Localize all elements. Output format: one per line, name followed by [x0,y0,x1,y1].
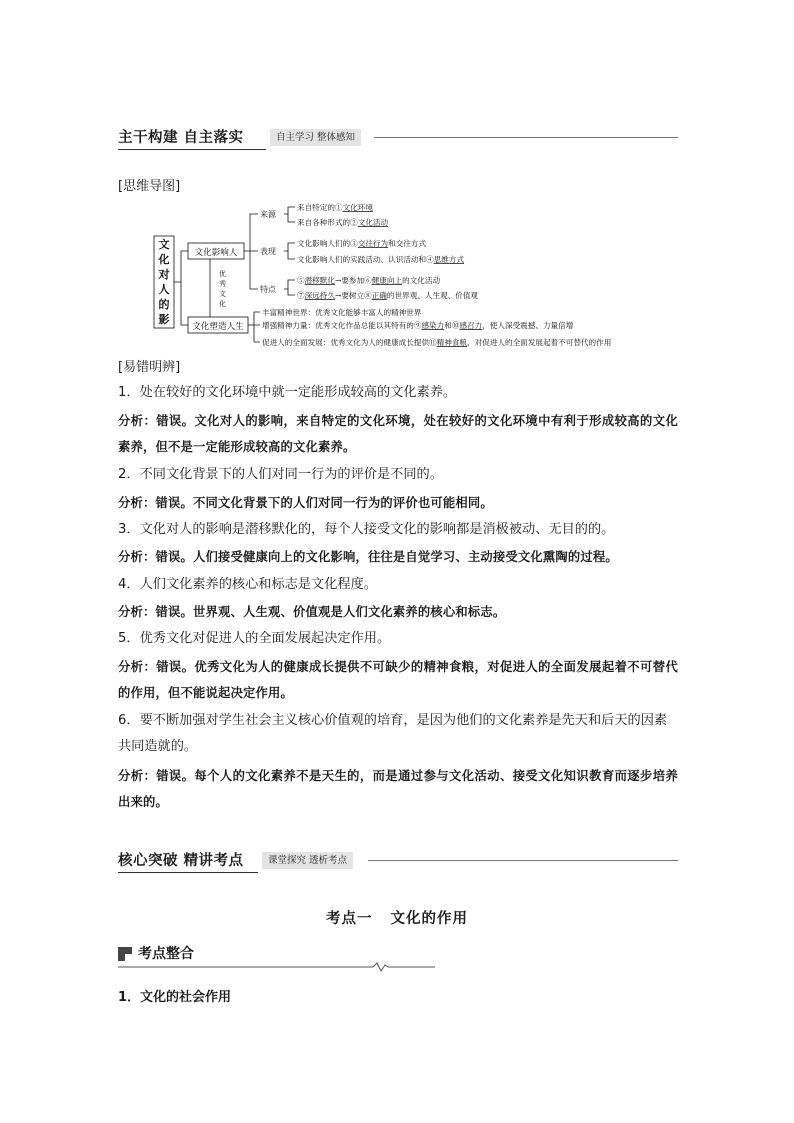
question-5: 5．优秀文化对促进人的全面发展起决定作用。 [118,631,391,646]
banner-rule [368,860,678,861]
shape-3: 促进人的全面发展：优秀文化为人的健康成长提供⑪精神食粮，对促进人的全面发展起着不可替代的作用 [262,338,612,347]
root-char-5: 的 [158,298,170,311]
mindmap-label: [思维导图] [118,179,181,194]
expression-label: 表现 [260,247,276,256]
root-char-4: 人 [158,283,170,296]
connector-label [219,269,226,308]
shape-1: 丰富精神世界：优秀文化能够丰富人的精神世界 [262,308,422,317]
question-1: 1．处在较好的文化环境中就一定能形成较高的文化素养。 [118,385,457,400]
answer-2: 分析：错误。不同文化背景下的人们对同一行为的评价也可能相同。 [118,496,493,510]
banner-rule [374,137,678,138]
question-3: 3．文化对人的影响是潜移默化的，每个人接受文化的影响都是消极被动、无目的的。 [118,522,615,537]
title-underline [118,149,266,150]
root-char-2: 化 [158,253,170,266]
errors-label: [易错明辨] [118,360,181,375]
kaodian-heading [0,907,794,928]
feature-label: 特点 [260,285,276,294]
section-title: 核心突破 精讲考点 [118,853,244,869]
shape-2: 增强精神力量：优秀文化作品总能以其特有的⑨感染力和⑩感召力，使人深受震撼、力量倍增 [262,321,574,330]
source-label: 来源 [260,210,276,219]
kaodian-name: 文化的作用 [390,911,469,927]
svg-text:化: 化 [219,300,226,308]
kaodian-number: 考点一 [325,911,373,927]
source-1: 来自特定的①文化环境 [297,203,373,212]
answer-5: 分析：错误。优秀文化为人的健康成长提供不可缺少的精神食粮，对促进人的全面发展起着不可替代的作用，但不能说起决定作用。 [118,660,678,700]
question-2: 2．不同文化背景下的人们对同一行为的评价是不同的。 [118,467,443,482]
expression-2: 文化影响人们的实践活动、认识活动和④思维方式 [297,255,465,264]
root-char-1: 文 [158,238,170,251]
section-subtitle: 自主学习 整体感知 [270,129,361,146]
node-shape: 文化塑造人生 [192,322,244,332]
answer-1: 分析：错误。文化对人的影响，来自特定的文化环境，处在较好的文化环境中有利于形成较高的文化素养，但不是一定能形成较高的文化素养。 [118,414,678,454]
svg-text:文: 文 [219,290,226,298]
title-underline [118,872,258,873]
root-char-6: 影 [158,313,170,326]
question-6: 6．要不断加强对学生社会主义核心价值观的培育，是因为他们的文化素养是先天和后天的因素共同造就的。 [118,713,668,754]
question-4: 4．人们文化素养的核心和标志是文化程度。 [118,577,377,592]
answer-4: 分析：错误。世界观、人生观、价值观是人们文化素养的核心和标志。 [118,605,506,619]
section-subtitle: 课堂探究 透析考点 [262,852,353,869]
feature-1: ⑤潜移默化→要参加⑥健康向上的文化活动 [297,276,441,285]
point-1: 1．文化的社会作用 [118,990,232,1005]
answer-6: 分析：错误。每个人的文化素养不是天生的，而是通过参与文化活动、接受文化知识教育而逐步培养出来的。 [118,769,678,809]
subsection-title: 考点整合 [138,946,194,962]
svg-text:优: 优 [219,270,226,278]
node-influence: 文化影响人 [194,248,238,258]
zigzag-rule [118,962,438,972]
section-title: 主干构建 自主落实 [118,130,244,146]
mindmap-diagram [150,196,680,352]
answer-3: 分析：错误。人们接受健康向上的文化影响，往往是自觉学习、主动接受文化熏陶的过程。 [118,550,618,564]
feature-2: ⑦深远持久→要树立⑧正确的世界观、人生观、价值观 [297,291,479,300]
root-char-3: 对 [158,268,170,281]
source-2: 来自各种形式的②文化活动 [297,218,389,227]
expression-1: 文化影响人们的③交往行为和交往方式 [297,239,427,248]
svg-text:秀: 秀 [219,280,226,288]
